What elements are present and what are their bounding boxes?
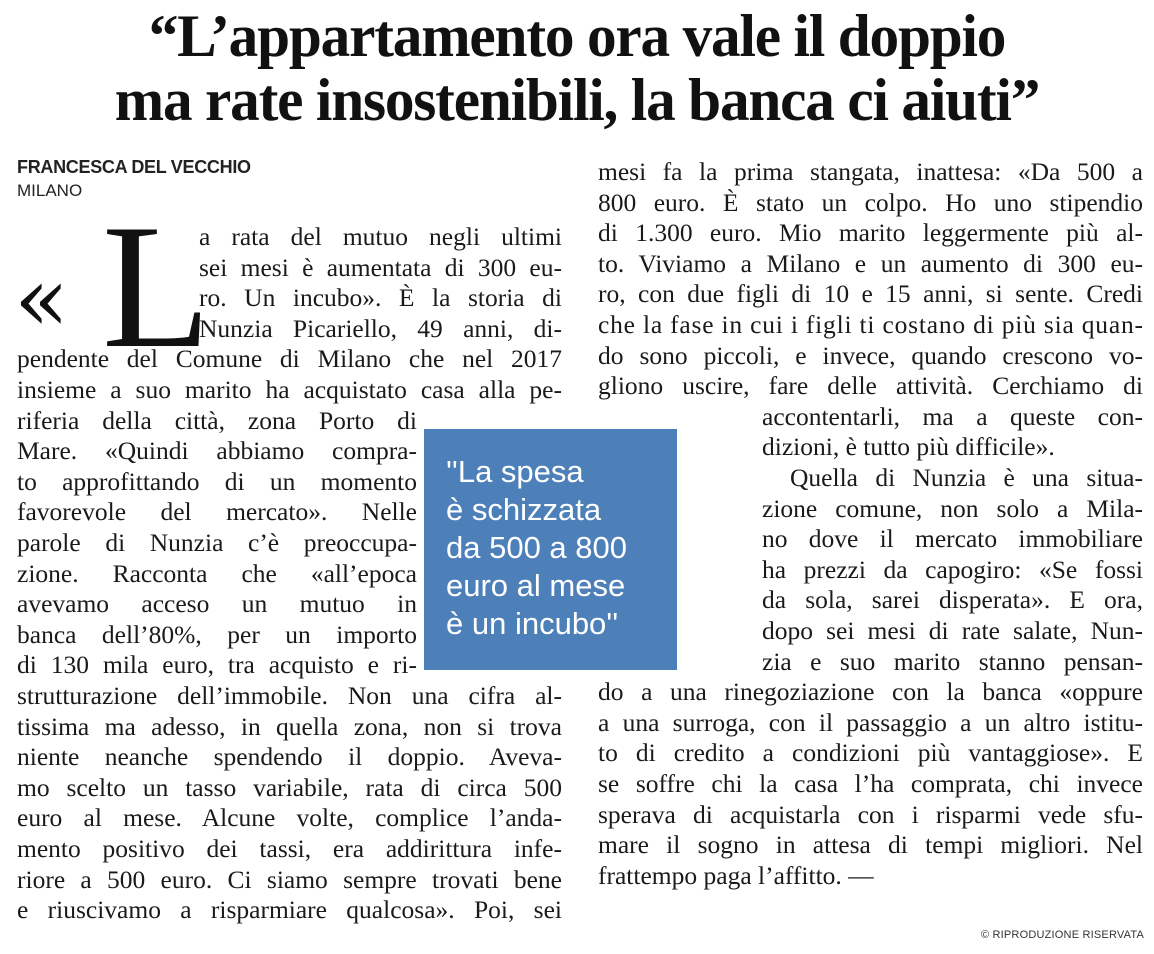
pull-quote-line: è schizzata bbox=[446, 492, 602, 527]
article-line: ro, con due figli di 10 e 15 anni, si sente. Credi bbox=[598, 279, 1143, 309]
article-line: ha prezzi da capogiro: «Se fossi bbox=[762, 554, 1143, 584]
article-line: 800 euro. È stato un colpo. Ho uno stipendio bbox=[598, 187, 1143, 217]
article-line: to. Viviamo a Milano e un aumento di 300 eu- bbox=[598, 248, 1143, 278]
article-line: to approfittando di un momento bbox=[17, 466, 417, 496]
article-line: Mare. «Quindi abbiamo compra- bbox=[17, 436, 417, 466]
article-line: mento positivo dei tassi, era addirittura infe- bbox=[17, 834, 562, 863]
article-line: do a una rinegoziazione con la banca «oppure bbox=[598, 677, 1143, 707]
headline bbox=[0, 4, 1154, 132]
copyright-notice: © RIPRODUZIONE RISERVATA bbox=[980, 929, 1144, 941]
article-line: Nunzia Picariello, 49 anni, di- bbox=[199, 313, 562, 343]
headline-line: “L’appartamento ora vale il doppio bbox=[148, 3, 1006, 69]
article-line: banca dell’80%, per un importo bbox=[17, 619, 417, 649]
article-line: mesi fa la prima stangata, inattesa: «Da 500 a bbox=[598, 157, 1143, 186]
article-line: dizioni, è tutto più difficile». bbox=[762, 432, 1055, 462]
article-line: zia e suo marito stanno pensan- bbox=[762, 646, 1143, 676]
byline: FRANCESCA DEL VECCHIO bbox=[17, 157, 251, 177]
article-line: sei mesi è aumentata di 300 eu- bbox=[199, 252, 562, 282]
article-line: euro al mese. Alcune volte, complice l’anda- bbox=[17, 803, 562, 833]
article-line: to di credito a condizioni più vantaggiose». E bbox=[598, 738, 1143, 768]
article-line: tissima ma adesso, in quella zona, non si trova bbox=[17, 711, 562, 741]
article-line: a una surroga, con il passaggio a un altro istitu- bbox=[598, 707, 1143, 737]
article-line: e riuscivamo a risparmiare qualcosa». Poi, sei bbox=[17, 895, 562, 925]
article-line: da sola, sarei disperata». E ora, bbox=[762, 585, 1143, 615]
article-line: do sono piccoli, e invece, quando crescono vo- bbox=[598, 340, 1143, 370]
pull-quote-line: ''La spesa bbox=[446, 454, 584, 489]
dropcap-guillemet: « bbox=[14, 247, 70, 352]
article-line: se soffre chi la casa l’ha comprata, chi invece bbox=[598, 769, 1143, 798]
article-line: strutturazione dell’immobile. Non una cifra al- bbox=[17, 681, 562, 710]
article-line: sperava di acquistarla con i risparmi vede sfu- bbox=[598, 799, 1143, 829]
pull-quote-line: euro al mese bbox=[446, 568, 626, 603]
article-line: niente neanche spendendo il doppio. Aveva- bbox=[17, 742, 562, 772]
article-line: parole di Nunzia c’è preoccupa- bbox=[17, 528, 417, 557]
dateline: MILANO bbox=[17, 181, 83, 200]
article-line: gliono uscire, fare delle attività. Cerchiamo di bbox=[598, 371, 1143, 401]
article-line: zione comune, non solo a Mila- bbox=[762, 493, 1143, 523]
pull-quote-line: è un incubo'' bbox=[446, 606, 619, 641]
headline-line: ma rate insostenibili, la banca ci aiuti” bbox=[114, 67, 1040, 133]
article-line: insieme a suo marito ha acquistato casa alla pe- bbox=[17, 375, 562, 404]
article-line: avevamo acceso un mutuo in bbox=[17, 589, 417, 619]
article-line: mare il sogno in attesa di tempi migliori. Nel bbox=[598, 830, 1143, 860]
pull-quote-line: da 500 a 800 bbox=[446, 530, 628, 565]
article-line: riferia della città, zona Porto di bbox=[17, 405, 417, 435]
article-line: pendente del Comune di Milano che nel 2017 bbox=[17, 344, 562, 374]
article-line: che la fase in cui i figli ti costano di più sia quan- bbox=[598, 310, 1144, 339]
article-line: Quella di Nunzia è una situa- bbox=[790, 463, 1143, 492]
article-line: zione. Racconta che «all’epoca bbox=[17, 558, 417, 588]
dropcap-letter: L bbox=[102, 187, 211, 385]
article-line: mo scelto un tasso variabile, rata di circa 500 bbox=[17, 772, 562, 802]
pull-quote-box bbox=[424, 429, 677, 670]
article-line: favorevole del mercato». Nelle bbox=[17, 497, 417, 527]
article-line: ro. Un incubo». È la storia di bbox=[199, 283, 562, 313]
article-line: no dove il mercato immobiliare bbox=[762, 524, 1143, 554]
article-line: frattempo paga l’affitto. — bbox=[598, 860, 874, 890]
article-line: di 1.300 euro. Mio marito leggermente più al- bbox=[598, 218, 1143, 248]
article-line: di 130 mila euro, tra acquisto e ri- bbox=[17, 650, 417, 680]
article-line: dopo sei mesi di rate salate, Nun- bbox=[762, 616, 1143, 645]
article-line: accontentarli, ma a queste con- bbox=[762, 401, 1143, 431]
article-line: riore a 500 euro. Ci siamo sempre trovati bene bbox=[17, 864, 562, 894]
article-line: a rata del mutuo negli ultimi bbox=[199, 222, 562, 251]
